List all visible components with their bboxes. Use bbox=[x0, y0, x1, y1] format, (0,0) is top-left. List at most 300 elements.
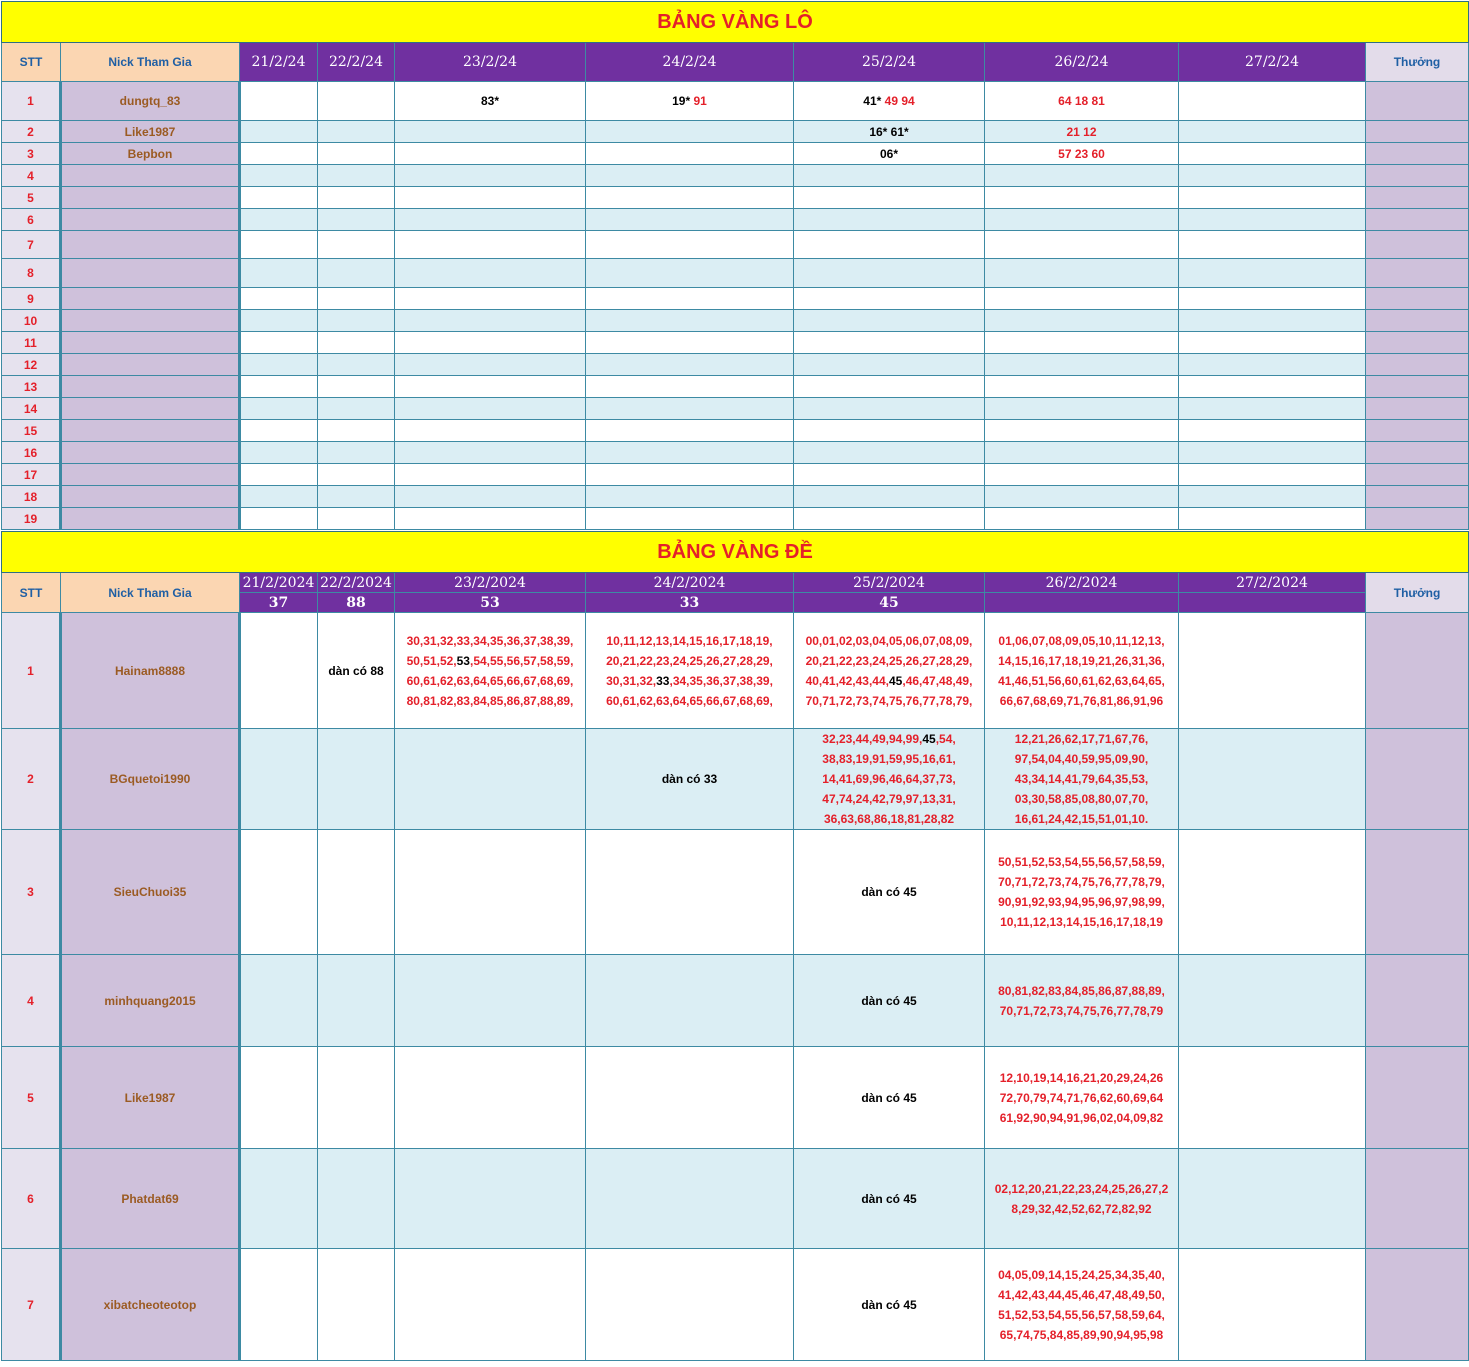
nick-cell bbox=[61, 486, 240, 508]
number-chunk: 60,61,62,63,64,65,66,67,68,69, bbox=[406, 673, 574, 688]
number-list bbox=[985, 1265, 1178, 1345]
lo-cell-d25 bbox=[794, 187, 985, 209]
lo-cell-d21 bbox=[240, 187, 318, 209]
lo-cell-d24 bbox=[586, 354, 794, 376]
lo-cell-d25 bbox=[794, 288, 985, 310]
lo-row bbox=[2, 354, 1469, 376]
number-chunk: 04,05,09,14,15,24,25,34,35,40, bbox=[998, 1267, 1165, 1282]
de-cell-d23 bbox=[395, 729, 586, 830]
de-cell-d27 bbox=[1179, 955, 1366, 1047]
number-line bbox=[794, 729, 984, 749]
lo-cell-d26 bbox=[985, 165, 1179, 187]
lo-cell-d22 bbox=[318, 354, 395, 376]
lo-cell-d22 bbox=[318, 82, 395, 121]
lo-row bbox=[2, 82, 1469, 121]
de-cell-d22 bbox=[318, 729, 395, 830]
lo-cell-d21 bbox=[240, 288, 318, 310]
number-line bbox=[794, 631, 984, 651]
lo-cell-d27 bbox=[1179, 486, 1366, 508]
lo-cell-d22 bbox=[318, 143, 395, 165]
number-chunk: 12,21,26,62,17,71,67,76, bbox=[1014, 732, 1149, 746]
de-cell-d22 bbox=[318, 1249, 395, 1361]
number-chunk: 30,31,32, bbox=[606, 673, 657, 688]
number-chunk: 80,81,82,83,84,85,86,87,88,89, bbox=[998, 983, 1165, 998]
lo-header-date: 26/2/24 bbox=[985, 43, 1179, 82]
lo-cell-d21 bbox=[240, 310, 318, 332]
lo-cell-d27 bbox=[1179, 231, 1366, 259]
lo-cell-d26 bbox=[985, 259, 1179, 288]
number-chunk: ,54, bbox=[935, 732, 956, 746]
number-line bbox=[395, 671, 585, 691]
number-line bbox=[794, 691, 984, 711]
lo-cell-d26 bbox=[985, 310, 1179, 332]
number-line bbox=[794, 749, 984, 769]
number-list bbox=[586, 631, 793, 711]
number-list bbox=[794, 631, 984, 711]
number-line bbox=[985, 1001, 1178, 1021]
de-row bbox=[2, 830, 1469, 955]
de-result: 88 bbox=[318, 593, 395, 613]
thuong-cell bbox=[1366, 259, 1469, 288]
number-line bbox=[985, 1088, 1178, 1108]
row-stt: 13 bbox=[2, 376, 61, 398]
number-line bbox=[985, 892, 1178, 912]
thuong-cell bbox=[1366, 1249, 1469, 1361]
lo-cell-d26 bbox=[985, 187, 1179, 209]
number-list bbox=[985, 1068, 1178, 1128]
lo-cell-d27 bbox=[1179, 82, 1366, 121]
lo-cell-d27 bbox=[1179, 121, 1366, 143]
lo-cell-d27 bbox=[1179, 508, 1366, 530]
nick-cell bbox=[61, 259, 240, 288]
lo-header-date: 25/2/24 bbox=[794, 43, 985, 82]
thuong-cell bbox=[1366, 955, 1469, 1047]
number-chunk: 10,11,12,13,14,15,16,17,18,19, bbox=[606, 633, 773, 648]
row-stt: 4 bbox=[2, 955, 61, 1047]
number-chunk: 03,30,58,85,08,80,07,70, bbox=[1014, 792, 1149, 806]
lo-value-black: 19* bbox=[672, 94, 691, 108]
lo-header-nick: Nick Tham Gia bbox=[61, 43, 240, 82]
number-line bbox=[794, 769, 984, 789]
lo-cell-d27 bbox=[1179, 165, 1366, 187]
lo-cell-d23 bbox=[395, 231, 586, 259]
lo-cell-d23 bbox=[395, 310, 586, 332]
row-stt: 19 bbox=[2, 508, 61, 530]
lo-cell-d25 bbox=[794, 354, 985, 376]
lo-cell-d27 bbox=[1179, 288, 1366, 310]
de-header-date: 27/2/2024 bbox=[1179, 573, 1366, 593]
number-chunk: 32,23,44,49,94,99, bbox=[822, 732, 923, 746]
number-line bbox=[586, 671, 793, 691]
lo-cell-d27 bbox=[1179, 442, 1366, 464]
lo-row bbox=[2, 165, 1469, 187]
number-line bbox=[586, 651, 793, 671]
lo-cell-d21 bbox=[240, 82, 318, 121]
de-row bbox=[2, 613, 1469, 729]
de-cell-d24 bbox=[586, 1149, 794, 1249]
number-chunk: 80,81,82,83,84,85,86,87,88,89, bbox=[406, 693, 574, 708]
lo-cell-d24 bbox=[586, 121, 794, 143]
lo-cell-d26 bbox=[985, 143, 1179, 165]
lo-cell-d22 bbox=[318, 420, 395, 442]
number-line bbox=[985, 852, 1178, 872]
lo-cell-d24 bbox=[586, 464, 794, 486]
number-line bbox=[985, 809, 1178, 829]
lo-row bbox=[2, 486, 1469, 508]
de-header-date: 24/2/2024 bbox=[586, 573, 794, 593]
number-chunk: 50,51,52,53,54,55,56,57,58,59, bbox=[998, 855, 1165, 869]
lo-row bbox=[2, 231, 1469, 259]
lo-cell-d23 bbox=[395, 187, 586, 209]
number-list bbox=[985, 1179, 1178, 1219]
winning-number: 45 bbox=[889, 673, 903, 688]
number-list bbox=[985, 729, 1178, 829]
lo-cell-d25 bbox=[794, 486, 985, 508]
lo-cell-d21 bbox=[240, 259, 318, 288]
lo-cell-d22 bbox=[318, 187, 395, 209]
number-list bbox=[395, 631, 585, 711]
row-stt: 8 bbox=[2, 259, 61, 288]
nick-cell: BGquetoi1990 bbox=[61, 729, 240, 830]
de-cell-d26 bbox=[985, 830, 1179, 955]
number-chunk: 41,42,43,44,45,46,47,48,49,50, bbox=[998, 1287, 1165, 1302]
lo-cell-d23 bbox=[395, 165, 586, 187]
de-cell-d26 bbox=[985, 1249, 1179, 1361]
de-row bbox=[2, 1249, 1469, 1361]
de-cell-d23 bbox=[395, 955, 586, 1047]
de-cell-d23 bbox=[395, 1149, 586, 1249]
nick-cell bbox=[61, 165, 240, 187]
lo-cell-d23 bbox=[395, 143, 586, 165]
thuong-cell bbox=[1366, 288, 1469, 310]
de-cell-d23 bbox=[395, 613, 586, 729]
de-header-date: 22/2/2024 bbox=[318, 573, 395, 593]
de-cell-d26 bbox=[985, 613, 1179, 729]
row-stt: 6 bbox=[2, 1149, 61, 1249]
de-result: 53 bbox=[395, 593, 586, 613]
de-cell-d22 bbox=[318, 955, 395, 1047]
lo-cell-d27 bbox=[1179, 143, 1366, 165]
lo-cell-d24 bbox=[586, 376, 794, 398]
lo-cell-d27 bbox=[1179, 354, 1366, 376]
row-stt: 7 bbox=[2, 231, 61, 259]
thuong-cell bbox=[1366, 508, 1469, 530]
de-cell-d24 bbox=[586, 729, 794, 830]
number-chunk: 90,91,92,93,94,95,96,97,98,99, bbox=[998, 895, 1165, 909]
lo-cell-d21 bbox=[240, 354, 318, 376]
de-cell-d27 bbox=[1179, 613, 1366, 729]
de-result: 37 bbox=[240, 593, 318, 613]
lo-value-red: 64 18 81 bbox=[1058, 94, 1105, 108]
de-cell-d21 bbox=[240, 613, 318, 729]
number-chunk: 01,06,07,08,09,05,10,11,12,13, bbox=[998, 633, 1165, 648]
lo-row bbox=[2, 376, 1469, 398]
lo-cell-d24 bbox=[586, 398, 794, 420]
lo-cell-d27 bbox=[1179, 259, 1366, 288]
lo-header-thuong: Thưởng bbox=[1366, 43, 1469, 82]
lo-cell-d26 bbox=[985, 508, 1179, 530]
lo-cell-d22 bbox=[318, 486, 395, 508]
row-stt: 6 bbox=[2, 209, 61, 231]
number-line bbox=[985, 729, 1178, 749]
de-cell-d23 bbox=[395, 830, 586, 955]
dan-label: dàn có 45 bbox=[861, 993, 917, 1008]
number-chunk: 10,11,12,13,14,15,16,17,18,19 bbox=[1000, 915, 1163, 929]
lo-cell-d24 bbox=[586, 288, 794, 310]
lo-cell-d25 bbox=[794, 442, 985, 464]
number-line bbox=[985, 1179, 1178, 1199]
lo-cell-d21 bbox=[240, 398, 318, 420]
nick-cell bbox=[61, 288, 240, 310]
de-cell-d26 bbox=[985, 955, 1179, 1047]
thuong-cell bbox=[1366, 310, 1469, 332]
number-chunk: ,54,55,56,57,58,59, bbox=[469, 653, 574, 668]
de-header-date: 25/2/2024 bbox=[794, 573, 985, 593]
lo-cell-d21 bbox=[240, 508, 318, 530]
lo-cell-d22 bbox=[318, 376, 395, 398]
lo-cell-d25 bbox=[794, 143, 985, 165]
number-chunk: 02,12,20,21,22,23,24,25,26,27,2 bbox=[994, 1181, 1169, 1196]
lo-cell-d25 bbox=[794, 508, 985, 530]
lo-cell-d26 bbox=[985, 464, 1179, 486]
lo-cell-d24 bbox=[586, 508, 794, 530]
lo-row bbox=[2, 121, 1469, 143]
lo-cell-d22 bbox=[318, 464, 395, 486]
lo-header-stt: STT bbox=[2, 43, 61, 82]
lo-cell-d21 bbox=[240, 332, 318, 354]
number-line bbox=[586, 691, 793, 711]
lo-cell-d24 bbox=[586, 420, 794, 442]
de-cell-d25 bbox=[794, 613, 985, 729]
lo-cell-d27 bbox=[1179, 464, 1366, 486]
lo-cell-d22 bbox=[318, 508, 395, 530]
winning-number: 33 bbox=[656, 673, 670, 688]
number-chunk: 12,10,19,14,16,21,20,29,24,26 bbox=[999, 1070, 1164, 1085]
de-cell-d25 bbox=[794, 1249, 985, 1361]
number-chunk: 14,41,69,96,46,64,37,73, bbox=[822, 772, 956, 786]
lo-cell-d22 bbox=[318, 310, 395, 332]
lo-cell-d25 bbox=[794, 209, 985, 231]
de-result bbox=[985, 593, 1179, 613]
lo-cell-d23 bbox=[395, 464, 586, 486]
lo-cell-d27 bbox=[1179, 332, 1366, 354]
row-stt: 15 bbox=[2, 420, 61, 442]
lo-cell-d25 bbox=[794, 231, 985, 259]
lo-cell-d27 bbox=[1179, 398, 1366, 420]
row-stt: 18 bbox=[2, 486, 61, 508]
number-chunk: 70,71,72,73,74,75,76,77,78,79 bbox=[999, 1003, 1164, 1018]
thuong-cell bbox=[1366, 442, 1469, 464]
nick-cell: Phatdat69 bbox=[61, 1149, 240, 1249]
lo-cell-d24 bbox=[586, 442, 794, 464]
number-chunk: ,46,47,48,49, bbox=[902, 673, 973, 688]
de-cell-d21 bbox=[240, 1249, 318, 1361]
row-stt: 3 bbox=[2, 143, 61, 165]
de-title: BẢNG VÀNG ĐỀ bbox=[2, 532, 1469, 573]
lo-cell-d22 bbox=[318, 398, 395, 420]
nick-cell bbox=[61, 231, 240, 259]
number-line bbox=[985, 691, 1178, 711]
lo-cell-d25 bbox=[794, 259, 985, 288]
thuong-cell bbox=[1366, 231, 1469, 259]
de-cell-d27 bbox=[1179, 830, 1366, 955]
de-cell-d22 bbox=[318, 1149, 395, 1249]
number-chunk: 41,46,51,56,60,61,62,63,64,65, bbox=[998, 673, 1165, 688]
number-line bbox=[985, 1068, 1178, 1088]
lo-header-date: 27/2/24 bbox=[1179, 43, 1366, 82]
lo-value-red: 49 94 bbox=[884, 94, 915, 108]
dan-label: dàn có 45 bbox=[861, 1090, 917, 1105]
thuong-cell bbox=[1366, 187, 1469, 209]
dan-label: dàn có 33 bbox=[661, 772, 718, 786]
lo-cell-d24 bbox=[586, 332, 794, 354]
lo-cell-d26 bbox=[985, 376, 1179, 398]
thuong-cell bbox=[1366, 209, 1469, 231]
lo-cell-d26 bbox=[985, 332, 1179, 354]
number-line bbox=[395, 631, 585, 651]
thuong-cell bbox=[1366, 464, 1469, 486]
number-line bbox=[985, 631, 1178, 651]
lo-cell-d23 bbox=[395, 259, 586, 288]
thuong-cell bbox=[1366, 613, 1469, 729]
number-list bbox=[985, 981, 1178, 1021]
nick-cell: minhquang2015 bbox=[61, 955, 240, 1047]
thuong-cell bbox=[1366, 376, 1469, 398]
lo-cell-d24 bbox=[586, 486, 794, 508]
lo-cell-d27 bbox=[1179, 376, 1366, 398]
lo-cell-d22 bbox=[318, 165, 395, 187]
lo-cell-d23 bbox=[395, 420, 586, 442]
number-line bbox=[794, 789, 984, 809]
de-cell-d27 bbox=[1179, 729, 1366, 830]
lo-cell-d26 bbox=[985, 398, 1179, 420]
lo-cell-d26 bbox=[985, 121, 1179, 143]
nick-cell bbox=[61, 442, 240, 464]
row-stt: 1 bbox=[2, 82, 61, 121]
lo-row bbox=[2, 464, 1469, 486]
row-stt: 9 bbox=[2, 288, 61, 310]
lo-cell-d24 bbox=[586, 165, 794, 187]
lo-cell-d23 bbox=[395, 376, 586, 398]
lo-cell-d24 bbox=[586, 187, 794, 209]
lo-row bbox=[2, 310, 1469, 332]
nick-cell bbox=[61, 310, 240, 332]
de-table bbox=[1, 531, 1469, 1361]
lo-cell-d22 bbox=[318, 442, 395, 464]
nick-cell bbox=[61, 398, 240, 420]
thuong-cell bbox=[1366, 1149, 1469, 1249]
number-line bbox=[985, 1285, 1178, 1305]
lo-cell-d25 bbox=[794, 420, 985, 442]
lo-value-red: 91 bbox=[693, 94, 707, 108]
thuong-cell bbox=[1366, 729, 1469, 830]
number-chunk: 47,74,24,42,79,97,13,31, bbox=[822, 792, 956, 806]
lo-header-date: 24/2/24 bbox=[586, 43, 794, 82]
lo-cell-d23 bbox=[395, 82, 586, 121]
winning-number: 53 bbox=[456, 653, 470, 668]
number-line bbox=[985, 789, 1178, 809]
dan-label: dàn có 45 bbox=[861, 1297, 917, 1312]
number-chunk: 40,41,42,43,44, bbox=[805, 673, 889, 688]
number-line bbox=[794, 671, 984, 691]
number-chunk: 61,92,90,94,91,96,02,04,09,82 bbox=[999, 1110, 1164, 1125]
lo-cell-d24 bbox=[586, 209, 794, 231]
nick-cell: dungtq_83 bbox=[61, 82, 240, 121]
nick-cell: Like1987 bbox=[61, 121, 240, 143]
lo-cell-d26 bbox=[985, 288, 1179, 310]
lo-cell-d27 bbox=[1179, 209, 1366, 231]
de-cell-d22 bbox=[318, 830, 395, 955]
lo-cell-d21 bbox=[240, 442, 318, 464]
nick-cell bbox=[61, 420, 240, 442]
lo-cell-d25 bbox=[794, 165, 985, 187]
lo-cell-d24 bbox=[586, 310, 794, 332]
lo-cell-d25 bbox=[794, 332, 985, 354]
lo-cell-d25 bbox=[794, 398, 985, 420]
de-cell-d22 bbox=[318, 613, 395, 729]
lo-cell-d26 bbox=[985, 420, 1179, 442]
nick-cell bbox=[61, 187, 240, 209]
de-header-thuong: Thưởng bbox=[1366, 573, 1469, 613]
lo-cell-d21 bbox=[240, 464, 318, 486]
thuong-cell bbox=[1366, 420, 1469, 442]
number-chunk: ,34,35,36,37,38,39, bbox=[669, 673, 773, 688]
number-chunk: 38,83,19,91,59,95,16,61, bbox=[822, 752, 956, 766]
number-line bbox=[985, 1305, 1178, 1325]
lo-cell-d21 bbox=[240, 376, 318, 398]
lo-cell-d21 bbox=[240, 121, 318, 143]
number-chunk: 60,61,62,63,64,65,66,67,68,69, bbox=[606, 693, 773, 708]
number-line bbox=[985, 749, 1178, 769]
number-line bbox=[985, 1199, 1178, 1219]
de-result: 45 bbox=[794, 593, 985, 613]
number-chunk: 36,63,68,86,18,81,28,82 bbox=[823, 812, 955, 826]
dan-label: dàn có 45 bbox=[861, 885, 917, 899]
lo-cell-d27 bbox=[1179, 420, 1366, 442]
de-row bbox=[2, 1149, 1469, 1249]
number-chunk: 97,54,04,40,59,95,09,90, bbox=[1014, 752, 1149, 766]
row-stt: 12 bbox=[2, 354, 61, 376]
winning-number: 45 bbox=[922, 732, 936, 746]
number-line bbox=[985, 651, 1178, 671]
row-stt: 7 bbox=[2, 1249, 61, 1361]
lo-cell-d25 bbox=[794, 121, 985, 143]
de-cell-d21 bbox=[240, 1149, 318, 1249]
number-list bbox=[985, 631, 1178, 711]
number-chunk: 16,61,24,42,15,51,01,10. bbox=[1014, 812, 1149, 826]
lo-cell-d23 bbox=[395, 209, 586, 231]
number-list bbox=[794, 729, 984, 829]
de-cell-d21 bbox=[240, 729, 318, 830]
lo-cell-d26 bbox=[985, 209, 1179, 231]
thuong-cell bbox=[1366, 830, 1469, 955]
nick-cell: SieuChuoi35 bbox=[61, 830, 240, 955]
de-cell-d25 bbox=[794, 1047, 985, 1149]
de-result: 33 bbox=[586, 593, 794, 613]
lo-cell-d25 bbox=[794, 376, 985, 398]
lo-cell-d25 bbox=[794, 82, 985, 121]
de-header-date: 26/2/2024 bbox=[985, 573, 1179, 593]
de-cell-d21 bbox=[240, 955, 318, 1047]
thuong-cell bbox=[1366, 82, 1469, 121]
de-cell-d25 bbox=[794, 955, 985, 1047]
row-stt: 14 bbox=[2, 398, 61, 420]
lo-row bbox=[2, 143, 1469, 165]
lo-row bbox=[2, 288, 1469, 310]
lo-value-black: 41* bbox=[863, 94, 882, 108]
lo-cell-d25 bbox=[794, 310, 985, 332]
row-stt: 11 bbox=[2, 332, 61, 354]
